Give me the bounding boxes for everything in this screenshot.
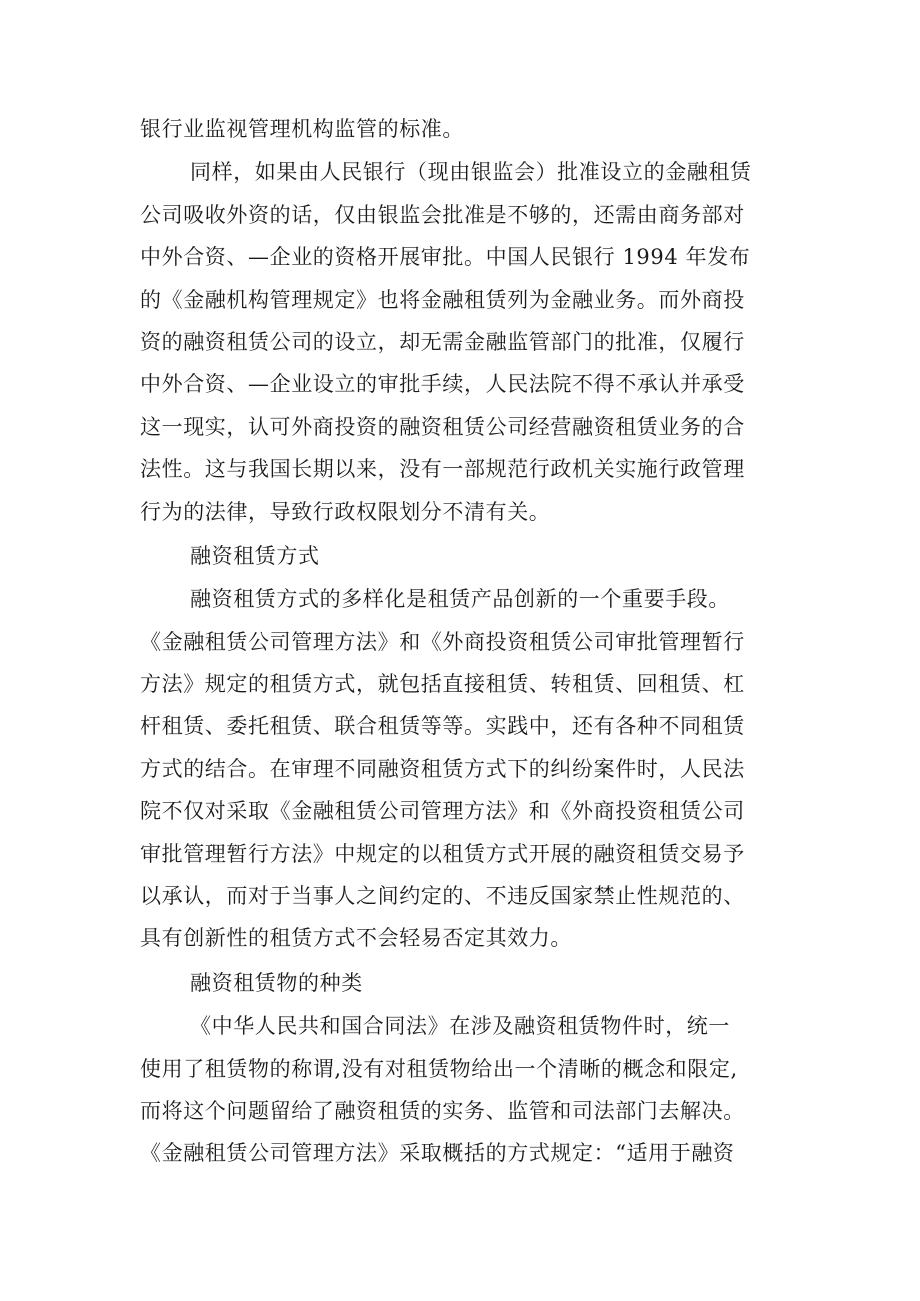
- text-line: 方法》规定的租赁方式，就包括直接租赁、转租赁、回租赁、杠: [140, 672, 745, 697]
- text-line: 《中华人民共和国合同法》在涉及融资租赁物件时，统一: [190, 1014, 730, 1039]
- text-line: 同样，如果由人民银行（现由银监会）批准设立的金融租赁: [190, 160, 752, 185]
- text-line: 《金融租赁公司管理方法》采取概括的方式规定：“适用于融资: [140, 1141, 735, 1166]
- text-line: 中外合资、—企业设立的审批手续，人民法院不得不承认并承受: [140, 372, 745, 397]
- paragraph-continuation: [140, 108, 800, 150]
- heading-text: 融资租赁物的种类: [190, 970, 363, 995]
- paragraph-leasing-methods: [140, 578, 800, 960]
- text-line: 使用了租赁物的称谓,没有对租赁物给出一个清晰的概念和限定,: [140, 1056, 738, 1081]
- document-page: [140, 108, 800, 1175]
- paragraph-leased-asset-types: [140, 1005, 800, 1175]
- text-line: 具有创新性的租赁方式不会轻易否定其效力。: [140, 926, 572, 951]
- text-line: 银行业监视管理机构监管的标准。: [140, 117, 464, 141]
- text-line: 融资租赁方式的多样化是租赁产品创新的一个重要手段。: [190, 587, 730, 612]
- heading-text: 融资租赁方式: [190, 543, 320, 568]
- paragraph-approval: [140, 151, 800, 533]
- text-line: 审批管理暂行方法》中规定的以租赁方式开展的融资租赁交易予: [140, 841, 745, 866]
- text-line: 公司吸收外资的话，仅由银监会批准是不够的，还需由商务部对: [140, 202, 745, 227]
- text-line: 中外合资、—企业的资格开展审批。中国人民银行 1994 年发布: [140, 245, 751, 270]
- text-line: 《金融租赁公司管理方法》和《外商投资租赁公司审批管理暂行: [140, 629, 745, 654]
- section-heading-leasing-methods: [140, 535, 800, 577]
- text-line: 以承认，而对于当事人之间约定的、不违反国家禁止性规范的、: [140, 884, 745, 909]
- text-line: 方式的结合。在审理不同融资租赁方式下的纠纷案件时，人民法: [140, 756, 745, 781]
- text-line: 这一现实，认可外商投资的融资租赁公司经营融资租赁业务的合: [140, 414, 745, 439]
- text-line: 法性。这与我国长期以来，没有一部规范行政机关实施行政管理: [140, 457, 745, 482]
- text-line: 院不仅对采取《金融租赁公司管理方法》和《外商投资租赁公司: [140, 799, 745, 824]
- text-line: 的《金融机构管理规定》也将金融租赁列为金融业务。而外商投: [140, 287, 745, 312]
- text-line: 而将这个问题留给了融资租赁的实务、监管和司法部门去解决。: [140, 1098, 745, 1123]
- text-line: 资的融资租赁公司的设立，却无需金融监管部门的批准，仅履行: [140, 329, 745, 354]
- text-line: 杆租赁、委托租赁、联合租赁等等。实践中，还有各种不同租赁: [140, 714, 745, 739]
- section-heading-leased-asset-types: [140, 962, 800, 1004]
- text-line: 行为的法律，导致行政权限划分不清有关。: [140, 499, 551, 524]
